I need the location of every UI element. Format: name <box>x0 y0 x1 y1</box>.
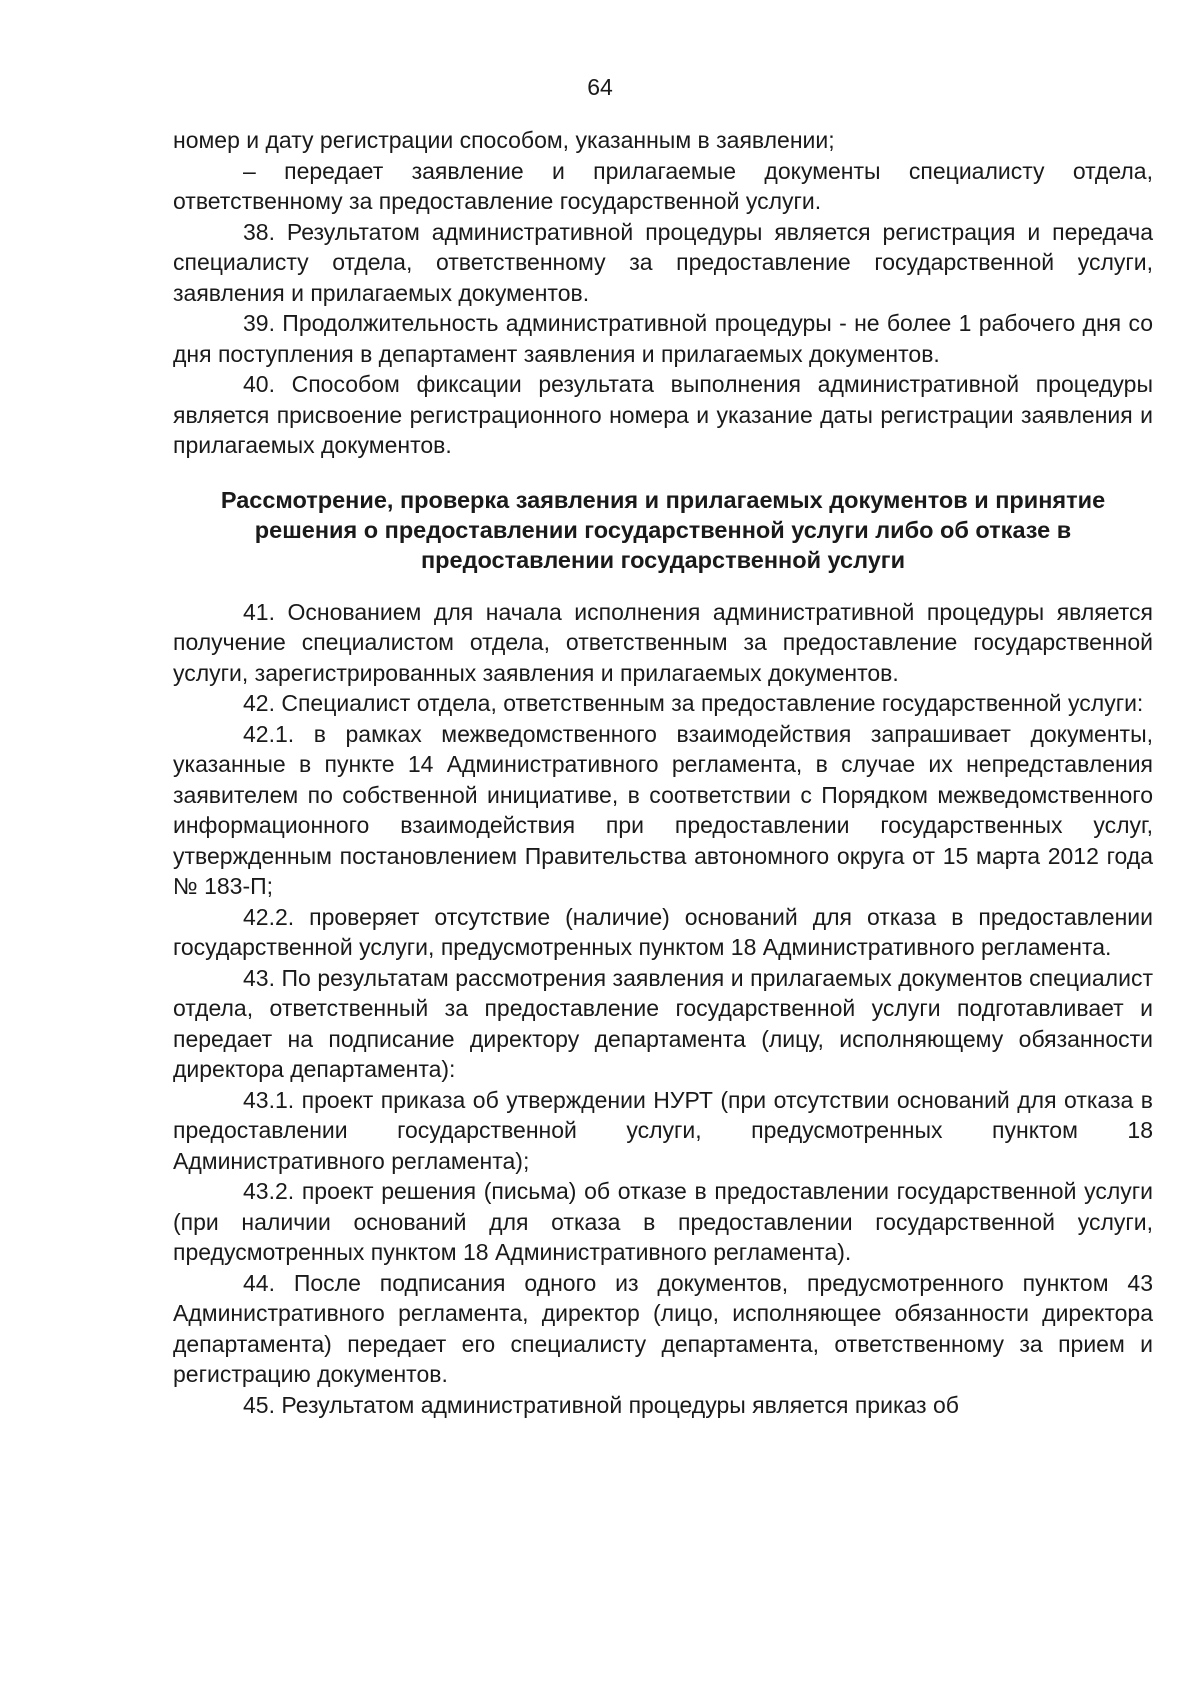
paragraph-43-1: 43.1. проект приказа об утверждении НУРТ (при отсутствии оснований для отказа в предоставлении государственной услуги, предусмотренных пунктом 18 Административного регламента); <box>173 1086 1153 1174</box>
page-number: 64 <box>587 74 613 100</box>
paragraph-41: 41. Основанием для начала исполнения административной процедуры является получение специалистом отдела, ответственным за предоставление государственной услуги, зарегистрированных заявления и прилагаемых документов. <box>173 598 1153 686</box>
section-heading: Рассмотрение, проверка заявления и прилагаемых документов и принятие решения о предоставлении государственной услуги либо об отказе в предоставлении государственной услуги <box>220 486 1106 573</box>
paragraph-dash-item: – передает заявление и прилагаемые документы специалисту отдела, ответственному за предоставление государственной услуги. <box>173 157 1153 214</box>
paragraph-42: 42. Специалист отдела, ответственным за предоставление государственной услуги: <box>243 690 1144 716</box>
paragraph-39: 39. Продолжительность административной процедуры - не более 1 рабочего дня со дня поступления в департамент заявления и прилагаемых документов. <box>173 310 1153 367</box>
paragraph-40: 40. Способом фиксации результата выполнения административной процедуры является присвоение регистрационного номера и указание даты регистрации заявления и прилагаемых документов. <box>173 371 1153 458</box>
paragraph-44: 44. После подписания одного из документов, предусмотренного пунктом 43 Административного регламента, директор (лицо, исполняющее обязанности директора департамента) передает его специалисту департамента, ответственному за прием и регистрацию документов. <box>173 1269 1153 1387</box>
paragraph-42-1: 42.1. в рамках межведомственного взаимодействия запрашивает документы, указанные в пункте 14 Административного регламента, в случае их непредставления заявителем по собственной инициативе, в соответствии с Порядком межведомственного информационного взаимодействия при предоставлении государственных услуг, утвержденным постановлением Правительства автономного округа от 15 марта 2012 года № 183-П; <box>173 720 1153 899</box>
paragraph-38: 38. Результатом административной процедуры является регистрация и передача специалисту отдела, ответственному за предоставление государственной услуги, заявления и прилагаемых документов. <box>173 218 1153 306</box>
document-body <box>173 125 1153 1420</box>
paragraph-42-2: 42.2. проверяет отсутствие (наличие) оснований для отказа в предоставлении государственной услуги, предусмотренных пунктом 18 Административного регламента. <box>173 903 1153 960</box>
paragraph-43: 43. По результатам рассмотрения заявления и прилагаемых документов специалист отдела, ответственный за предоставление государственной услуги подготавливает и передает на подписание директору департамента (лицу, исполняющему обязанности директора департамента): <box>173 964 1153 1082</box>
paragraph-43-2: 43.2. проект решения (письма) об отказе в предоставлении государственной услуги (при наличии оснований для отказа в предоставлении государственной услуги, предусмотренных пунктом 18 Административного регламента). <box>173 1178 1153 1265</box>
paragraph-45: 45. Результатом административной процедуры является приказ об <box>243 1391 959 1418</box>
paragraph-continuation: номер и дату регистрации способом, указанным в заявлении; <box>173 127 835 153</box>
